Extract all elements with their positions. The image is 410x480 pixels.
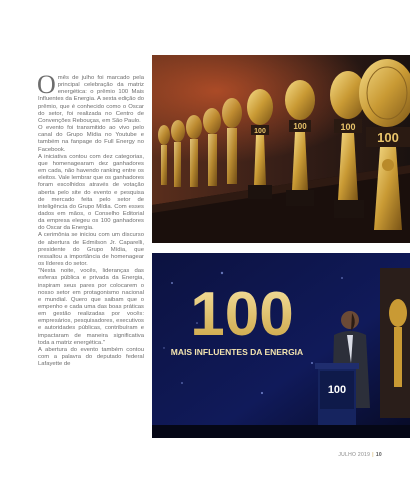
article-column xyxy=(37,70,144,368)
paragraph-quote: "Nesta noite, vocês, lideranças das esferas pública e privada da Energia, inspiram seus pares por colocarem o nosso setor em protagonismo nacional e mundial. Quero que saibam que o empenho e cada uma das boas práticas em gestão realizadas por vocês: empresários, pesquisadores, executivos e autoridades públicas, contribuíram e impactaram de maneira significativa toda a matriz energética." xyxy=(38,268,144,346)
trophy-plate-4: 100 xyxy=(377,130,399,145)
paragraph-intro: mês de julho foi marcado pela principal celebração da matriz energética: o prêmio 100 Mais Influentes da Energia. A sexta edição do prêmio, que é conhecido como o Oscar do setor, foi realizada no Centro de Convenções Rebouças, em São Paulo. xyxy=(38,75,144,124)
trophy-plate-2: 100 xyxy=(293,122,307,131)
paragraph-ceremony: A cerimônia se iniciou com um discurso de abertura de Edmilson Jr. Caparelli, presidente do Grupo Mídia, que ressaltou a importância de homenagear os líderes do setor. xyxy=(38,232,144,268)
stage-subtitle: MAIS INFLUENTES DA ENERGIA xyxy=(170,347,304,357)
stage-big-number: 100 xyxy=(190,280,294,349)
paragraph-broadcast: O evento foi transmitido ao vivo pelo canal do Grupo Mídia no Youtube e também na fanpage do Full Energy no Facebook. xyxy=(38,125,144,153)
footer-section: JULHO 2019 xyxy=(338,452,371,458)
stage-photo xyxy=(152,253,410,438)
podium-logo: 100 xyxy=(327,384,347,396)
trophies-photo xyxy=(152,55,410,243)
trophy-plate-1: 100 xyxy=(254,128,266,135)
footer-separator: | xyxy=(372,452,374,458)
page-number: 10 xyxy=(375,452,382,458)
trophy-plate-3: 100 xyxy=(340,122,356,132)
drop-cap: O xyxy=(37,70,56,99)
paragraph-opening: A abertura do evento também contou com a palavra do deputado federal Lafayette de xyxy=(38,346,144,368)
page-footer xyxy=(338,452,382,458)
paragraph-categories: A iniciativa contou com dez categorias, que homenagearam dez ganhadores em cada, não havendo ranking entre os eleitos. Vale lembrar que os ganhadores foram escolhidos através de votação aberta pelo site do evento e pesquisa de mercado feita pelo setor de inteligência do Grupo Mídia. Com esses dados em mãos, o Conselho Editorial da empresa elegeu os 100 ganhadores do Oscar da Energia. xyxy=(38,153,144,232)
